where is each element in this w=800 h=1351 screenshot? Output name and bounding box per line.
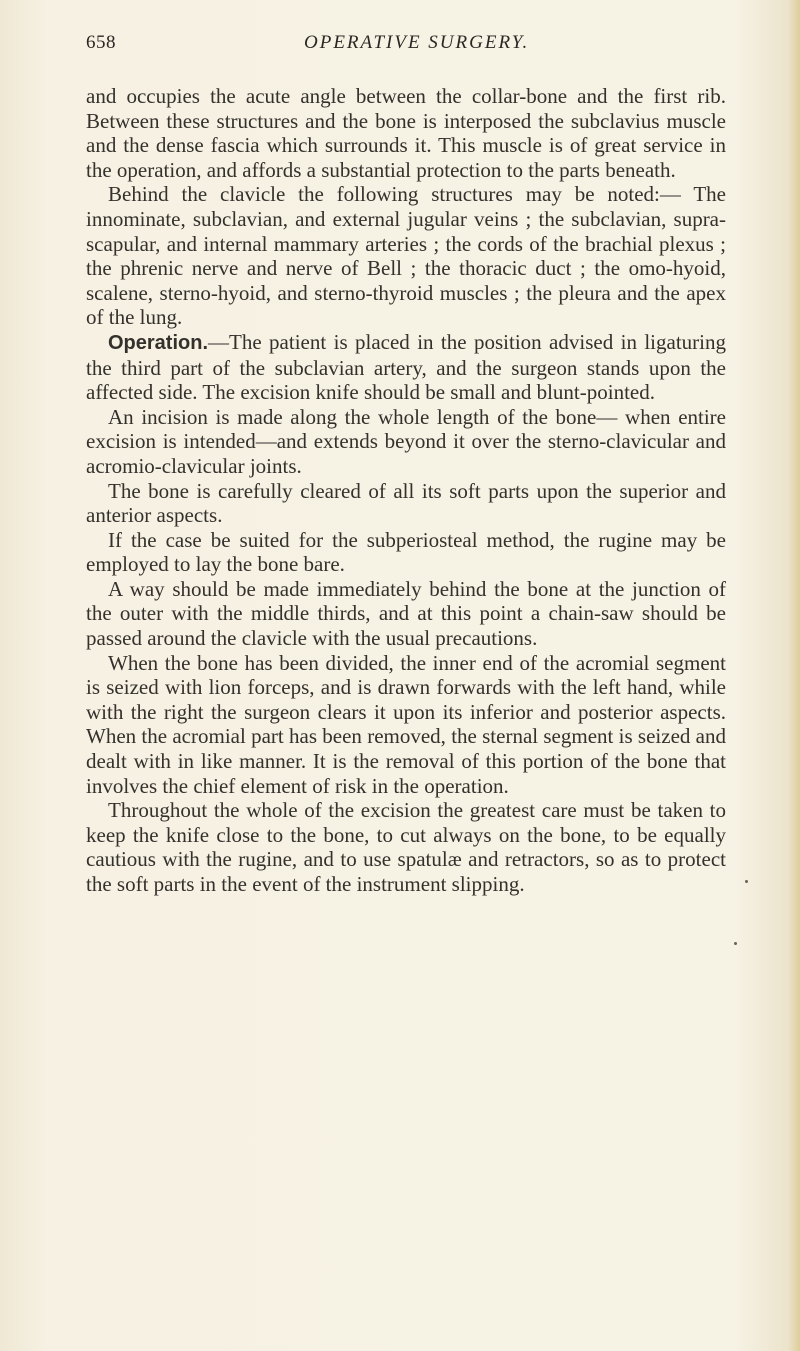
ink-speck [745, 880, 748, 883]
paragraph-text: If the case be suited for the subperiosteal method, the rugine may be employed to lay the bone bare. [86, 527, 726, 577]
paragraph [86, 528, 726, 577]
paragraph [86, 651, 726, 799]
paragraph-text: Throughout the whole of the excision the greatest care must be taken to keep the knife close to the bone, to cut always on the bone, to be equally cautious with the rugine, and to use spatulæ and retractors, so as to protect the soft parts in the event of the instrument slipping. [86, 798, 726, 896]
ink-speck [734, 942, 737, 945]
paragraph-text: An incision is made along the whole length of the bone— when entire excision is intended—and extends beyond it over the sterno-clavicular and acromio-clavicular joints. [86, 404, 726, 478]
paragraph [86, 577, 726, 651]
paragraph [86, 798, 726, 896]
paragraph [86, 479, 726, 528]
page-number: 658 [86, 32, 116, 53]
paragraph-text: —The patient is placed in the position advised in ligaturing the third part of the subclavian artery, and the surgeon stands upon the affected side. The excision knife should be small and blunt-pointed. [86, 329, 726, 405]
body-text [86, 84, 726, 897]
paragraph-text: A way should be made immediately behind the bone at the junction of the outer with the middle thirds, and at this point a chain-saw should be passed around the clavicle with the usual precautions. [86, 576, 726, 651]
paragraph-text: The bone is carefully cleared of all its soft parts upon the superior and anterior aspects. [86, 478, 726, 528]
paragraph [86, 405, 726, 479]
paragraph [86, 84, 726, 182]
running-head: OPERATIVE SURGERY. [304, 32, 530, 53]
section-heading: Operation. [108, 331, 209, 354]
page-header [86, 32, 726, 62]
paragraph-text: and occupies the acute angle between the collar-bone and the first rib. Between these structures and the bone is interposed the subclavius muscle and the dense fascia which surrounds it. This muscle is of great service in the operation, and affords a substantial protection to the parts beneath. [86, 84, 726, 182]
paragraph [86, 330, 726, 405]
paragraph-text: Behind the clavicle the following structures may be noted:— The innominate, subclavian, and external jugular veins ; the subclavian, supra-scapular, and internal mammary arteries ; the cords of the brachial plexus ; the phrenic nerve and nerve of Bell ; the thoracic duct ; the omo-hyoid, scalene, sterno-hyoid, and sterno-thyroid muscles ; the pleura and the apex of the lung. [86, 182, 726, 330]
paragraph [86, 182, 726, 330]
paragraph-text: When the bone has been divided, the inner end of the acromial segment is seized with lion forceps, and is drawn forwards with the left hand, while with the right the surgeon clears it upon its inferior and posterior aspects. When the acromial part has been removed, the sternal segment is seized and dealt with in like manner. It is the removal of this portion of the bone that involves the chief element of risk in the operation. [86, 650, 726, 798]
page-edge-shadow [788, 0, 800, 1351]
